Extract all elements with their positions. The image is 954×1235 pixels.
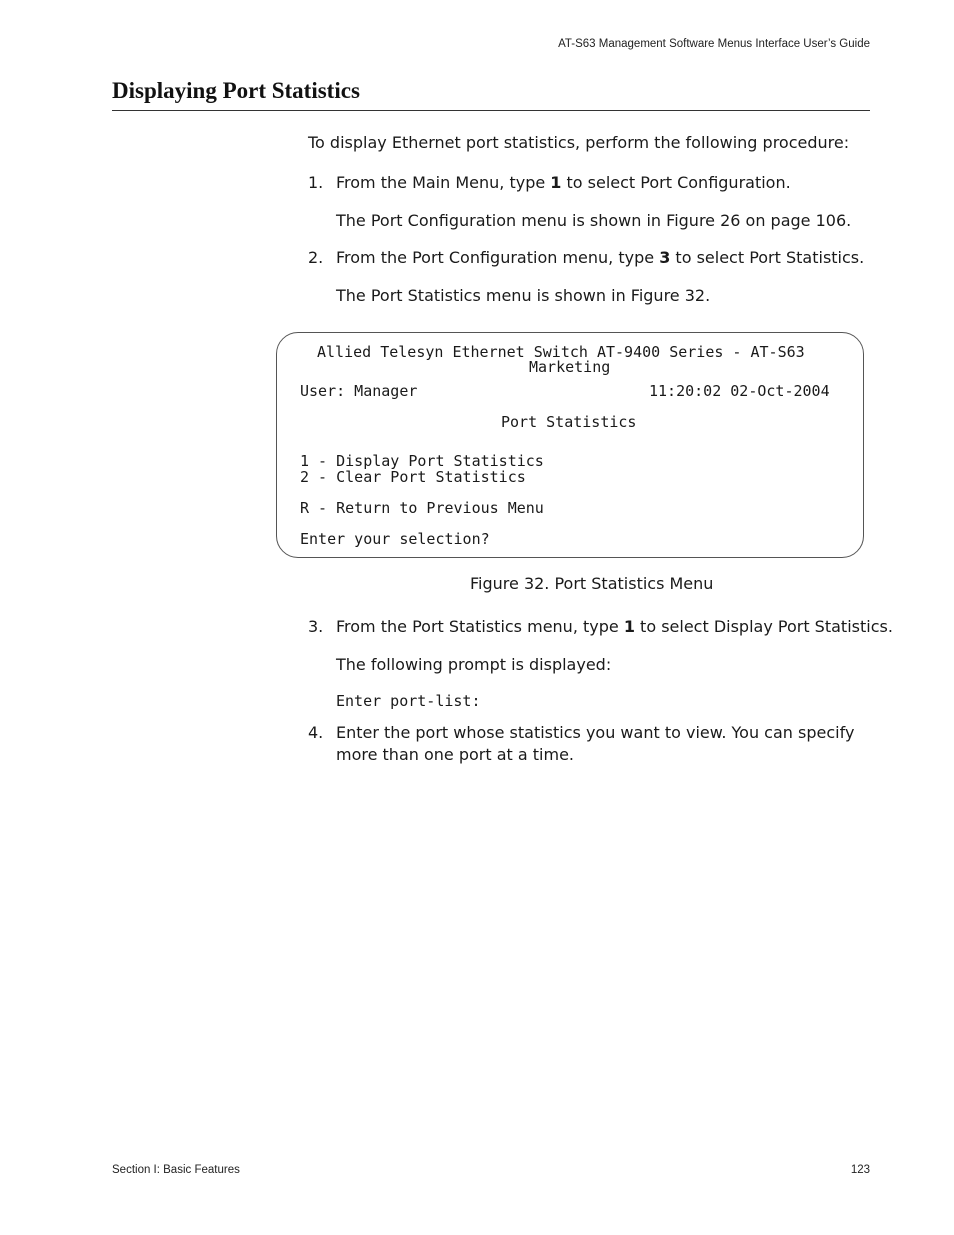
step-number: 3. [308,617,324,636]
terminal-option-1: 1 - Display Port Statistics [300,452,544,470]
terminal-prompt: Enter your selection? [300,530,490,548]
footer-section: Section I: Basic Features [112,1164,240,1176]
prompt-code: Enter port-list: [336,692,481,710]
step-number: 4. [308,723,324,742]
page-number: 123 [850,1164,870,1176]
step-3-note: The following prompt is displayed: [336,655,612,674]
step-number: 1. [308,173,324,192]
step-2-note: The Port Statistics menu is shown in Figure 32. [336,286,711,305]
step-text-line2: more than one port at a time. [336,745,575,764]
step-text: From the Main Menu, type 1 to select Port Configuration. [336,173,791,192]
section-title: Displaying Port Statistics [112,76,870,111]
key-label: 1 [550,173,562,192]
step-text: From the Port Configuration menu, type 3 to select Port Statistics. [336,248,865,267]
terminal-title-line2: Marketing [529,358,611,376]
terminal-timestamp: 11:20:02 02-Oct-2004 [649,382,830,400]
step-1-note: The Port Configuration menu is shown in Figure 26 on page 106. [336,211,852,230]
terminal-user: User: Manager [300,382,418,400]
key-label: 3 [659,248,671,267]
terminal-title-line1: Allied Telesyn Ethernet Switch AT-9400 Series - AT-S63 [317,343,805,361]
terminal-menu-title: Port Statistics [501,413,637,431]
running-header: AT-S63 Management Software Menus Interface User’s Guide [558,38,870,50]
step-number: 2. [308,248,324,267]
terminal-option-r: R - Return to Previous Menu [300,499,544,517]
step-text-line1: Enter the port whose statistics you want to view. You can specify [336,723,855,742]
terminal-screen [276,332,864,558]
terminal-option-2: 2 - Clear Port Statistics [300,468,526,486]
figure-caption: Figure 32. Port Statistics Menu [470,574,714,593]
step-text: From the Port Statistics menu, type 1 to select Display Port Statistics. [336,617,893,636]
key-label: 1 [623,617,635,636]
intro-paragraph: To display Ethernet port statistics, perform the following procedure: [308,133,850,152]
